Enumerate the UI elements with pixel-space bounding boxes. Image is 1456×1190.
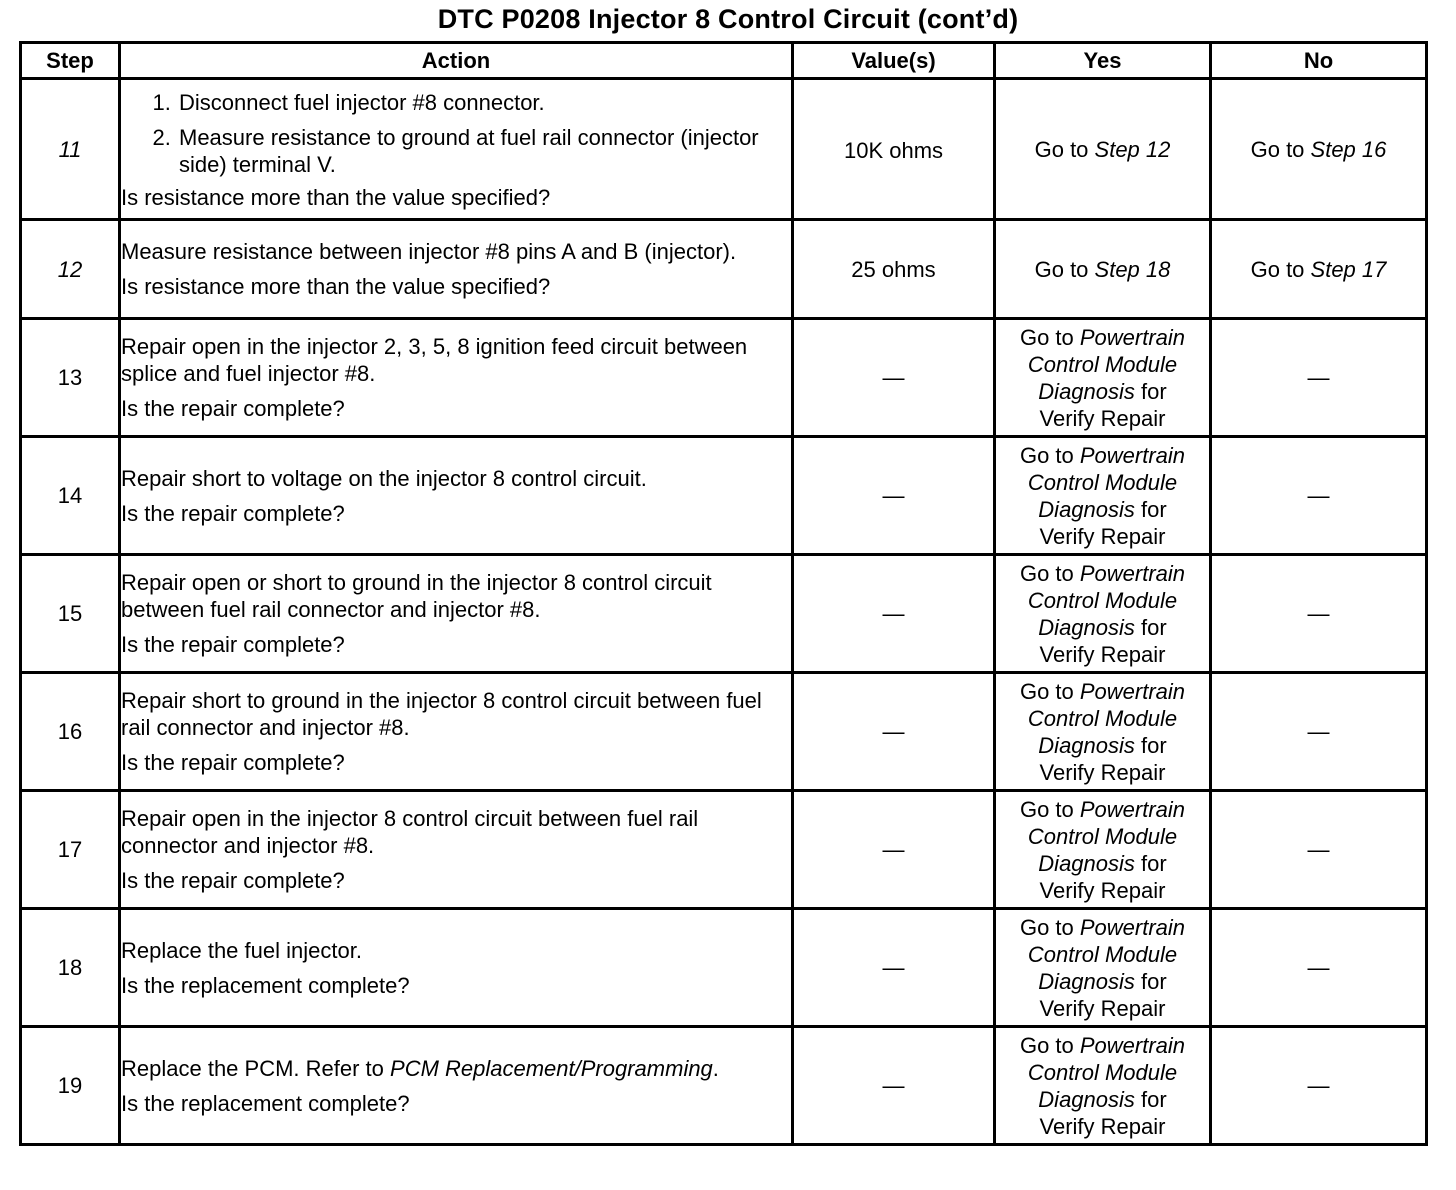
header-yes: Yes <box>995 43 1211 79</box>
verify-link[interactable]: Diagnosis <box>1038 968 1135 994</box>
yes-cell <box>995 437 1211 555</box>
table-header-row <box>21 43 1427 79</box>
action-text: Repair open in the injector 8 control circuit between fuel rail connector and injector #8. <box>121 806 699 858</box>
dash: — <box>882 1073 905 1098</box>
verify-link[interactable]: Control Module <box>1027 705 1178 731</box>
yes-step-link[interactable]: Step 12 <box>1094 136 1171 162</box>
header-step: Step <box>21 43 120 79</box>
verify-link[interactable]: Powertrain <box>1079 914 1186 940</box>
verify-link[interactable]: Powertrain <box>1079 560 1186 586</box>
step-number: 14 <box>21 437 120 555</box>
step-number: 11 <box>21 79 120 220</box>
action-question: Is the replacement complete? <box>121 972 410 998</box>
go-to-text: Go to <box>1019 324 1080 350</box>
go-to-text: Go to <box>1019 560 1080 586</box>
action-text: Repair short to ground in the injector 8 control circuit between fuel rail connector and injector #8. <box>121 688 762 740</box>
table-row <box>21 220 1427 319</box>
action-text: Repair open or short to ground in the injector 8 control circuit between fuel rail connector and injector #8. <box>121 570 712 622</box>
step-number: 12 <box>21 220 120 319</box>
value-cell: 10K ohms <box>793 79 995 220</box>
pcm-replacement-link[interactable]: PCM Replacement/Programming <box>390 1055 713 1081</box>
action-cell <box>120 319 793 437</box>
table-row <box>21 1027 1427 1145</box>
table-row <box>21 319 1427 437</box>
dash: — <box>1307 837 1330 862</box>
yes-step-link[interactable]: Step 18 <box>1094 256 1171 282</box>
verify-link[interactable]: Control Module <box>1027 351 1178 377</box>
for-text: for <box>1134 496 1167 522</box>
verify-repair-text: Verify Repair <box>1039 641 1166 667</box>
step-number: 19 <box>21 1027 120 1145</box>
action-question: Is the repair complete? <box>121 396 345 421</box>
no-cell <box>1211 220 1427 319</box>
for-text: for <box>1134 1086 1167 1112</box>
yes-cell <box>995 220 1211 319</box>
verify-repair-text: Verify Repair <box>1039 877 1166 903</box>
dash: — <box>882 601 905 626</box>
verify-link[interactable]: Diagnosis <box>1038 614 1135 640</box>
no-cell <box>1211 1027 1427 1145</box>
step-number: 17 <box>21 791 120 909</box>
action-text: Repair short to voltage on the injector 8 control circuit. <box>121 465 647 491</box>
action-text: Replace the fuel injector. <box>121 937 362 963</box>
verify-link[interactable]: Control Module <box>1027 823 1178 849</box>
value-cell <box>793 1027 995 1145</box>
go-to-text: Go to <box>1019 442 1080 468</box>
verify-repair-text: Verify Repair <box>1039 759 1166 785</box>
no-step-link[interactable]: Step 16 <box>1310 136 1387 162</box>
no-cell <box>1211 319 1427 437</box>
verify-link[interactable]: Diagnosis <box>1038 732 1135 758</box>
verify-link[interactable]: Powertrain <box>1079 796 1186 822</box>
verify-repair-text: Verify Repair <box>1039 405 1166 431</box>
dash: — <box>882 483 905 508</box>
action-prefix: Replace the PCM. Refer to <box>121 1055 391 1081</box>
verify-link[interactable]: Powertrain <box>1079 678 1186 704</box>
for-text: for <box>1134 968 1167 994</box>
table-row <box>21 437 1427 555</box>
action-cell <box>120 555 793 673</box>
table-row <box>21 555 1427 673</box>
dash: — <box>882 365 905 390</box>
yes-cell <box>995 673 1211 791</box>
action-cell <box>120 220 793 319</box>
action-suffix: . <box>712 1055 719 1081</box>
no-cell <box>1211 555 1427 673</box>
dash: — <box>1307 719 1330 744</box>
for-text: for <box>1134 732 1167 758</box>
for-text: for <box>1134 378 1167 404</box>
action-text: Measure resistance between injector #8 pins A and B (injector). <box>121 239 737 264</box>
action-question: Is the repair complete? <box>121 632 345 657</box>
verify-link[interactable]: Diagnosis <box>1038 378 1135 404</box>
go-to-text: Go to <box>1019 914 1080 940</box>
action-cell <box>120 79 793 220</box>
action-cell <box>120 1027 793 1145</box>
table-row <box>21 79 1427 220</box>
dash: — <box>882 719 905 744</box>
no-cell <box>1211 791 1427 909</box>
table-row <box>21 909 1427 1027</box>
yes-cell <box>995 79 1211 220</box>
no-prefix: Go to <box>1250 256 1311 282</box>
value-cell <box>793 437 995 555</box>
action-cell <box>120 909 793 1027</box>
verify-link[interactable]: Control Module <box>1027 469 1178 495</box>
action-list-item: 1. Disconnect fuel injector #8 connector. <box>177 89 791 116</box>
go-to-text: Go to <box>1019 678 1080 704</box>
verify-link[interactable]: Control Module <box>1027 1059 1178 1085</box>
dash: — <box>1307 1073 1330 1098</box>
verify-repair-text: Verify Repair <box>1039 995 1166 1021</box>
step-number: 13 <box>21 319 120 437</box>
verify-repair-text: Verify Repair <box>1039 523 1166 549</box>
step-number: 18 <box>21 909 120 1027</box>
action-question: Is resistance more than the value specified? <box>121 185 551 210</box>
step-number: 16 <box>21 673 120 791</box>
action-question: Is the repair complete? <box>121 500 345 526</box>
yes-prefix: Go to <box>1034 136 1095 162</box>
action-list-item: 2. Measure resistance to ground at fuel rail connector (injector side) terminal V. <box>177 124 791 178</box>
action-question: Is the repair complete? <box>121 750 345 775</box>
no-step-link[interactable]: Step 17 <box>1310 256 1387 282</box>
action-question: Is the repair complete? <box>121 868 345 893</box>
header-action: Action <box>120 43 793 79</box>
value-cell <box>793 555 995 673</box>
action-question: Is resistance more than the value specified? <box>121 274 551 299</box>
yes-cell <box>995 555 1211 673</box>
header-values: Value(s) <box>793 43 995 79</box>
action-text: Repair open in the injector 2, 3, 5, 8 ignition feed circuit between splice and fuel injector #8. <box>121 334 748 386</box>
diagnostic-table <box>19 41 1428 1146</box>
yes-cell <box>995 319 1211 437</box>
for-text: for <box>1134 614 1167 640</box>
dash: — <box>1307 601 1330 626</box>
value-cell <box>793 673 995 791</box>
verify-link[interactable]: Powertrain <box>1079 1032 1186 1058</box>
verify-link[interactable]: Control Module <box>1027 587 1178 613</box>
action-cell <box>120 437 793 555</box>
value-cell <box>793 319 995 437</box>
no-cell <box>1211 673 1427 791</box>
dash: — <box>1307 483 1330 508</box>
no-cell <box>1211 909 1427 1027</box>
go-to-text: Go to <box>1019 796 1080 822</box>
verify-link[interactable]: Diagnosis <box>1038 496 1135 522</box>
verify-link[interactable]: Powertrain <box>1079 442 1186 468</box>
dash: — <box>882 955 905 980</box>
no-prefix: Go to <box>1250 136 1311 162</box>
yes-cell <box>995 909 1211 1027</box>
dash: — <box>882 837 905 862</box>
verify-link[interactable]: Powertrain <box>1079 324 1186 350</box>
yes-prefix: Go to <box>1034 256 1095 282</box>
yes-cell <box>995 1027 1211 1145</box>
value-cell <box>793 909 995 1027</box>
table-row <box>21 673 1427 791</box>
header-no: No <box>1211 43 1427 79</box>
dash: — <box>1307 955 1330 980</box>
verify-link[interactable]: Diagnosis <box>1038 850 1135 876</box>
go-to-text: Go to <box>1019 1032 1080 1058</box>
action-text <box>121 1055 791 1082</box>
value-cell <box>793 791 995 909</box>
verify-link[interactable]: Control Module <box>1027 941 1178 967</box>
action-list <box>121 89 791 178</box>
action-question: Is the replacement complete? <box>121 1090 410 1116</box>
no-cell <box>1211 79 1427 220</box>
for-text: for <box>1134 850 1167 876</box>
page-title: DTC P0208 Injector 8 Control Circuit (cont’d) <box>437 4 1019 34</box>
action-cell <box>120 791 793 909</box>
dash: — <box>1307 365 1330 390</box>
no-cell <box>1211 437 1427 555</box>
verify-repair-text: Verify Repair <box>1039 1113 1166 1139</box>
action-cell <box>120 673 793 791</box>
verify-link[interactable]: Diagnosis <box>1038 1086 1135 1112</box>
value-cell: 25 ohms <box>793 220 995 319</box>
table-row <box>21 791 1427 909</box>
step-number: 15 <box>21 555 120 673</box>
yes-cell <box>995 791 1211 909</box>
